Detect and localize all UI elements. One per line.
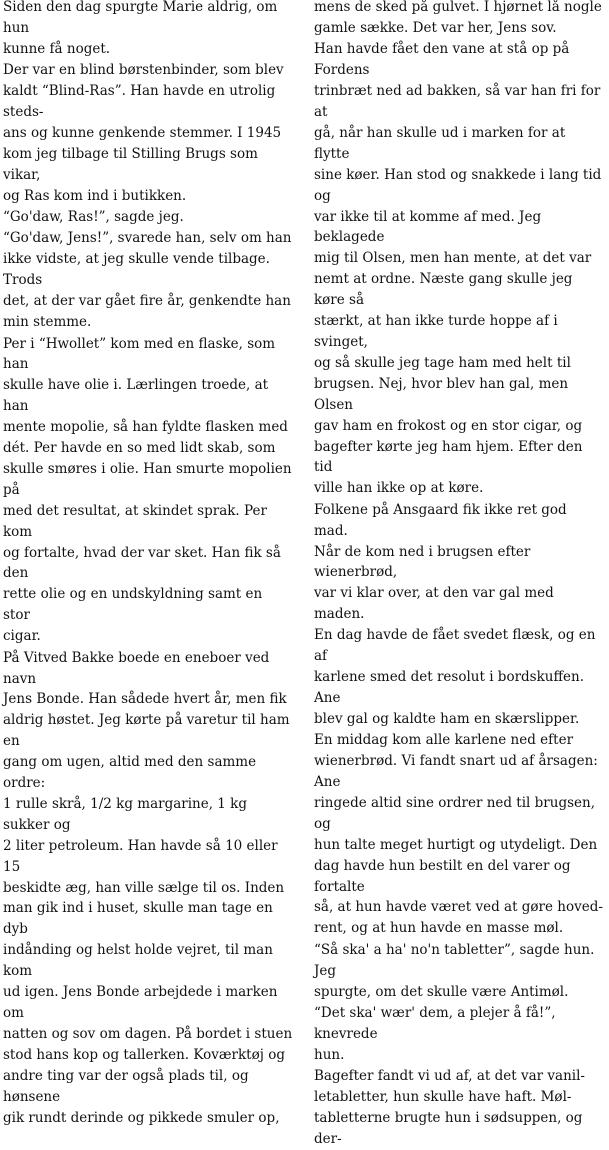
paragraph: “Go'daw, Ras!”, sagde jeg. — [3, 209, 184, 226]
paragraph: Per i “Hwollet” kom med en flaske, som han skulle have olie i. Lærlingen troede, at han mente mopolie, så han fyldte flasken med dét. Per havde en so med lidt skab, som skulle smøres i olie. Han smurte mopolien på med det resultat, at skindet sprak. Per kom og fortalte, hvad der var sket. Han fik så den rette olie og en undskyldning samt en stor cigar. — [3, 335, 292, 645]
paragraph: Han havde fået den vane at stå op på Fordens trinbræt ned ad bakken, så var han fri for at gå, når han skulle ud i marken for at flytte sine køer. Han stod og snakkede i lang tid og var ikke til at komme af med. Jeg beklagede mig til Olsen, men han mente, at det var nemt at ordne. Næste gang skulle jeg køre så stærkt, at han ikke turde hoppe af i svinget, og så skulle jeg tage ham med helt til brugsen. Nej, hvor blev han gal, men Olsen gav ham en frokost og en stor cigar, og bagefter kørte jeg ham hjem. Efter den tid ville han ikke op at køre. — [314, 41, 602, 497]
paragraph: “Go'daw, Jens!”, svarede han, selv om han ikke vidste, at jeg skulle vende tilbage. Trods det, at der var gået fire år, genkendte han min stemme. — [3, 230, 292, 331]
paragraph: mens de sked på gulvet. I hjørnet lå nogle gamle sække. Det var her, Jens sov. — [314, 0, 602, 36]
paragraph: Der var en blind børstenbinder, som blev kaldt “Blind-Ras”. Han havde en utrolig steds- ans og kunne genkende stemmer. I 1945 kom jeg tilbage til Stilling Brugs som vikar, og Ras kom ind i butikken. — [3, 62, 284, 204]
paragraph: Bagefter fandt vi ud af, at det var vanil- letabletter, hun skulle have haft. Møl- tabletterne brugte hun i sødsuppen, og der- — [314, 1068, 585, 1147]
left-column — [3, 0, 293, 1128]
paragraph: En middag kom alle karlene ned efter wienerbrød. Vi fandt snart ud af årsagen: Ane ringede altid sine ordrer ned til brugsen, og hun talte meget hurtigt og utydeligt. Den dag havde hun bestilt en del varer og fortalte så, at hun havde været ved at gøre hoved- rent, og at hun havde en masse møl. — [314, 732, 603, 937]
right-column — [314, 0, 604, 1150]
paragraph: “Så ska' a ha' no'n tabletter”, sagde hun. Jeg spurgte, om det skulle være Antimøl. — [314, 941, 595, 1000]
paragraph: Siden den dag spurgte Marie aldrig, om hun kunne få noget. — [3, 0, 278, 57]
paragraph: På Vitved Bakke boede en eneboer ved navn Jens Bonde. Han sådede hvert år, men fik aldrig høstet. Jeg kørte på varetur til ham en gang om ugen, altid med den samme ordre: 1 rulle skrå, 1/2 kg margarine, 1 kg sukker og 2 liter petroleum. Han havde så 10 eller 15 beskidte æg, han ville sælge til os. Inden man gik ind i huset, skulle man tage en dyb indånding og helst holde vejret, til man kom ud igen. Jens Bonde arbejdede i marken om natten og sov om dagen. På bordet i stuen stod hans kop og tallerken. Koværktøj og andre ting var der også plads til, og hønsene gik rundt derinde og pikkede smuler op, — [3, 649, 293, 1126]
paragraph: Folkene på Ansgaard fik ikke ret god mad. Når de kom ned i brugsen efter wienerbrød, var vi klar over, at den var gal med maden. En dag havde de fået svedet flæsk, og en af karlene smed det resolut i bordskuffen. Ane blev gal og kaldte ham en skærslipper. — [314, 501, 596, 727]
paragraph: “Det ska' wær' dem, a plejer å få!”, knevrede hun. — [314, 1005, 556, 1063]
